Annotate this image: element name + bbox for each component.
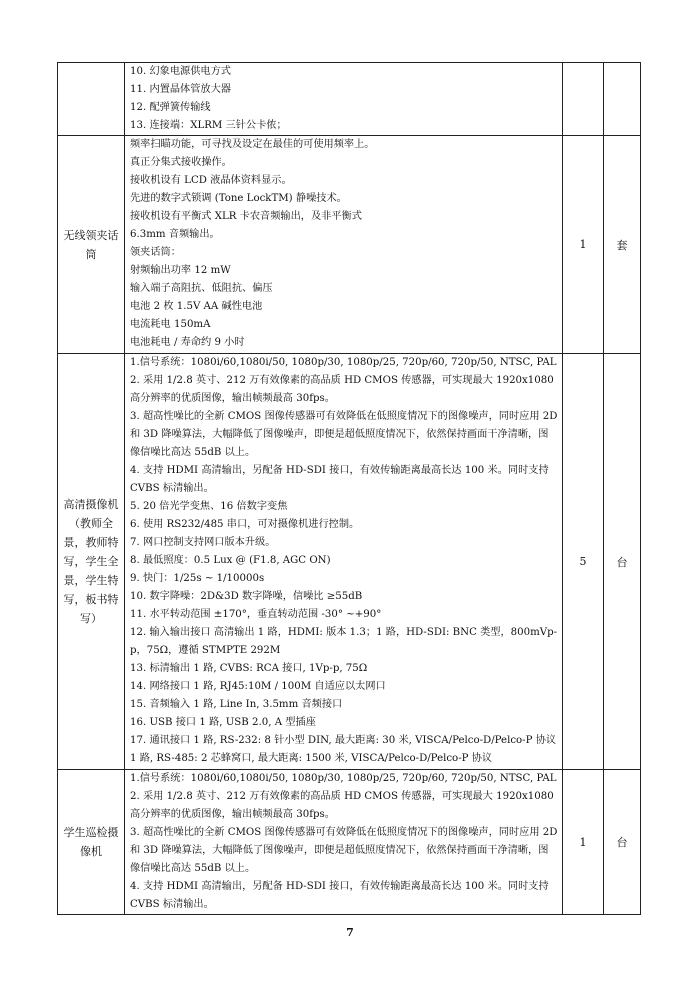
spec-line: 频率扫瞄功能，可寻找及设定在最佳的可使用频率上。	[130, 139, 375, 150]
spec-line: 电池耗电 / 寿命约 9 小时	[130, 337, 245, 348]
spec-line: 电流耗电 150mA	[130, 319, 211, 330]
spec-line: 13. 连接端：XLRM 三针公卡侬；	[130, 120, 287, 131]
spec-line: 2. 采用 1/2.8 英寸、212 万有效像素的高品质 HD CMOS 传感器，可实现最大 1920x1080 高分辨率的优质图像，输出帧频最高 30fps。	[130, 375, 554, 404]
quantity-cell: 1	[563, 770, 604, 915]
spec-line: 6. 使用 RS232/485 串口，可对摄像机进行控制。	[130, 519, 360, 530]
spec-cell	[125, 136, 563, 354]
spec-line: 1.信号系统：1080i/60,1080i/50, 1080p/30, 1080p/25, 720p/60, 720p/50, NTSC, PAL	[130, 773, 557, 784]
spec-line: 15. 音频输入 1 路, Line In, 3.5mm 音频接口	[130, 699, 343, 710]
spec-line: 12. 配弹簧传输线	[130, 102, 211, 113]
item-name-cell	[58, 63, 125, 136]
spec-cell	[125, 354, 563, 770]
spec-line: 12. 输入输出接口 高清输出 1 路，HDMI: 版本 1.3；1 路，HD-SDI: BNC 类型，800mVp-p，75Ω，遵循 STMPTE 292M	[130, 627, 558, 656]
spec-line: 电池 2 枚 1.5V AA 碱性电池	[130, 301, 263, 312]
spec-line: 6.3mm 音频输出。	[130, 229, 220, 240]
spec-line: 5. 20 倍光学变焦、16 倍数字变焦	[130, 501, 288, 512]
spec-line: 8. 最低照度：0.5 Lux @ (F1.8, AGC ON)	[130, 555, 331, 566]
spec-line: 真正分集式接收操作。	[130, 157, 232, 168]
spec-line: 领夹话筒：	[130, 247, 181, 258]
spec-cell	[125, 63, 563, 136]
spec-line: 11. 内置晶体管放大器	[130, 84, 231, 95]
spec-line: 16. USB 接口 1 路, USB 2.0, A 型插座	[130, 717, 316, 728]
spec-line: 11. 水平转动范围 ±170°，垂直转动范围 -30° ~+90°	[130, 609, 382, 620]
table-row	[58, 354, 641, 770]
spec-line: 接收机设有平衡式 XLR 卡农音频输出，及非平衡式	[130, 211, 362, 222]
table-row	[58, 63, 641, 136]
table-body	[58, 63, 641, 915]
spec-line: 4. 支持 HDMI 高清输出，另配备 HD-SDI 接口，有效传输距离最高长达 100 米。同时支持 CVBS 标清输出。	[130, 465, 549, 494]
spec-line: 13. 标清输出 1 路, CVBS: RCA 接口, 1Vp-p, 75Ω	[130, 663, 368, 674]
spec-line: 2. 采用 1/2.8 英寸、212 万有效像素的高品质 HD CMOS 传感器，可实现最大 1920x1080 高分辨率的优质图像，输出帧频最高 30fps。	[130, 791, 554, 820]
spec-line: 17. 通讯接口 1 路, RS-232: 8 针小型 DIN, 最大距离: 30 米, VISCA/Pelco-D/Pelco-P 协议 1 路, RS-485: 2 芯蜂窝口, 最大距离: 1500 米, VISCA/Pelco-D/Pelco-P 协议	[130, 735, 557, 764]
spec-line: 9. 快门：1/25s ~ 1/10000s	[130, 573, 265, 584]
unit-cell: 套	[604, 136, 641, 354]
unit-cell	[604, 63, 641, 136]
unit-cell: 台	[604, 770, 641, 915]
page-number: 7	[346, 926, 354, 939]
equipment-spec-table	[57, 62, 641, 915]
table-row	[58, 136, 641, 354]
spec-line: 3. 超高性噪比的全新 CMOS 图像传感器可有效降低在低照度情况下的图像噪声，同时应用 2D 和 3D 降噪算法，大幅降低了图像噪声，即便是超低照度情况下，依然保持画面干净清晰，图像信噪比高达 55dB 以上。	[130, 827, 558, 874]
spec-line: 射频输出功率 12 mW	[130, 265, 231, 276]
spec-line: 10. 幻象电源供电方式	[130, 66, 231, 77]
table-row	[58, 770, 641, 915]
quantity-cell	[563, 63, 604, 136]
spec-line: 接收机设有 LCD 液晶体资料显示。	[130, 175, 292, 186]
spec-line: 14. 网络接口 1 路, RJ45:10M / 100M 自适应以太网口	[130, 681, 386, 692]
spec-line: 3. 超高性噪比的全新 CMOS 图像传感器可有效降低在低照度情况下的图像噪声，同时应用 2D 和 3D 降噪算法，大幅降低了图像噪声，即便是超低照度情况下，依然保持画面干净清晰，图像信噪比高达 55dB 以上。	[130, 411, 558, 458]
item-name-cell: 高清摄像机（教师全景，教师特写，学生全景，学生特写，板书特写）	[58, 354, 125, 770]
spec-line: 输入端子高阻抗、低阻抗、偏压	[130, 283, 273, 294]
spec-line: 先进的数字式锁调 (Tone LockTM) 静噪技术。	[130, 193, 347, 204]
spec-line: 7. 网口控制支持网口版本升级。	[130, 537, 276, 548]
spec-line: 1.信号系统：1080i/60,1080i/50, 1080p/30, 1080p/25, 720p/60, 720p/50, NTSC, PAL	[130, 357, 557, 368]
unit-cell: 台	[604, 354, 641, 770]
spec-line: 4. 支持 HDMI 高清输出，另配备 HD-SDI 接口，有效传输距离最高长达 100 米。同时支持 CVBS 标清输出。	[130, 881, 549, 910]
item-name-cell: 无线领夹话筒	[58, 136, 125, 354]
quantity-cell: 1	[563, 136, 604, 354]
spec-cell	[125, 770, 563, 915]
item-name-cell: 学生巡检摄像机	[58, 770, 125, 915]
spec-line: 10. 数字降噪：2D&3D 数字降噪，信噪比 ≥55dB	[130, 591, 363, 602]
quantity-cell: 5	[563, 354, 604, 770]
